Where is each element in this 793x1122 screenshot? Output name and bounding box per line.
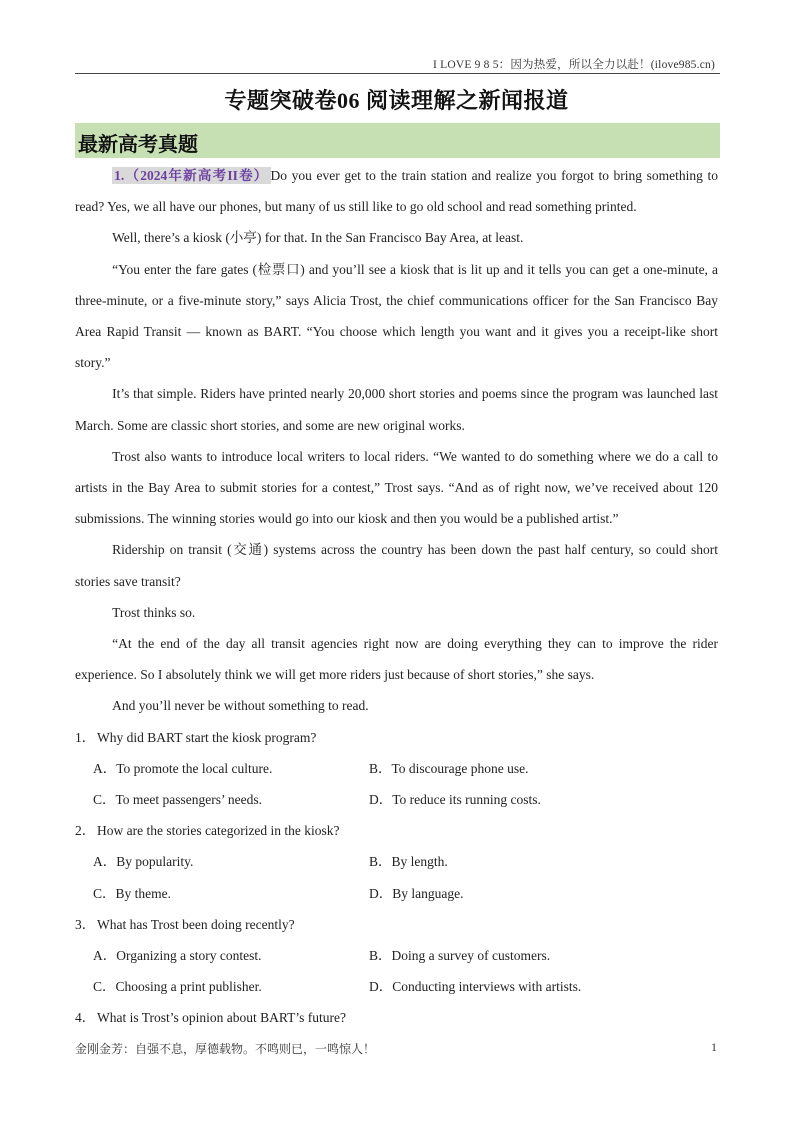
header-divider <box>75 73 720 74</box>
footer-motto: 金刚金芳：自强不息，厚德载物。不鸣则已，一鸣惊人！ <box>75 1042 376 1056</box>
question-text: Why did BART start the kiosk program? <box>97 729 317 745</box>
page-title: 专题突破卷06 阅读理解之新闻报道 <box>224 88 569 113</box>
article-paragraph: It’s that simple. Riders have printed nearly 20,000 short stories and poems since the program was launched last March. Some are classic short stories, and some are new original works. <box>75 386 718 433</box>
article-paragraph: “You enter the fare gates (检票口) and you’ll see a kiosk that is lit up and it tells you can get a one-minute, a three-minute, or a five-minute story,” says Alicia Trost, the chief communications officer for the San Francisco Bay Area Rapid Transit — known as BART. “You choose which length you want and it gives you a receipt-like short story.” <box>75 261 718 371</box>
question-number: 3． <box>75 916 96 932</box>
article-paragraph: Trost thinks so. <box>112 604 196 620</box>
question-options <box>75 846 718 908</box>
question-stem <box>75 909 718 940</box>
article-paragraph: And you’ll never be without something to read. <box>112 698 369 714</box>
question-text: How are the stories categorized in the kiosk? <box>97 823 340 839</box>
question-text: What has Trost been doing recently? <box>97 916 295 932</box>
option: C．To meet passengers’ needs. <box>93 792 263 808</box>
question-text: What is Trost’s opinion about BART’s future? <box>97 1010 346 1026</box>
option: B．By length. <box>369 854 448 870</box>
question-options <box>75 940 718 1002</box>
option: D．By language. <box>369 885 464 901</box>
question-number: 1． <box>75 729 96 745</box>
article-paragraph: Ridership on transit (交通) systems across the country has been down the past half century, so could short stories save transit? <box>75 542 718 589</box>
option: C．Choosing a print publisher. <box>93 979 262 995</box>
option: C．By theme. <box>93 885 171 901</box>
option: A．By popularity. <box>93 854 194 870</box>
option: A．To promote the local culture. <box>93 760 273 776</box>
question-stem <box>75 722 718 753</box>
option: B．To discourage phone use. <box>369 760 529 776</box>
paragraph-text: Do you ever get to the train station and realize you forgot to bring something to read? Yes, we all have our phones, but many of us still like to go old school and read something printed. <box>75 168 718 215</box>
question-options <box>75 753 718 815</box>
article-paragraph: Trost also wants to introduce local writers to local riders. “We wanted to do something where we do a call to artists in the Bay Area to submit stories for a contest,” Trost says. “And as of right now, we’ve received about 120 submissions. The winning stories would go into our kiosk and then you would be a published artist.” <box>75 448 718 527</box>
option: A．Organizing a story contest. <box>93 948 262 964</box>
article-paragraph: “At the end of the day all transit agencies right now are doing everything they can to improve the rider experience. So I absolutely think we will get more riders just because of short stories,” she says. <box>75 636 718 683</box>
section-heading: 最新高考真题 <box>78 134 198 156</box>
option: B．Doing a survey of customers. <box>369 948 551 964</box>
option: D．Conducting interviews with artists. <box>369 979 582 995</box>
question-source-tag: 1.（2024年新高考II卷） <box>114 168 269 183</box>
question-number: 2． <box>75 823 96 839</box>
article-paragraph: Well, there’s a kiosk (小亭) for that. In the San Francisco Bay Area, at least. <box>112 230 524 246</box>
page-number: 1 <box>711 1040 717 1054</box>
option: D．To reduce its running costs. <box>369 792 541 808</box>
article-body <box>75 160 718 1034</box>
question-stem <box>75 1002 718 1033</box>
question-number: 4． <box>75 1010 96 1026</box>
question-stem <box>75 815 718 846</box>
article-paragraph <box>75 160 718 222</box>
header-slogan: I LOVE 9 8 5：因为热爱，所以全力以赴！(ilove985.cn) <box>433 59 715 71</box>
